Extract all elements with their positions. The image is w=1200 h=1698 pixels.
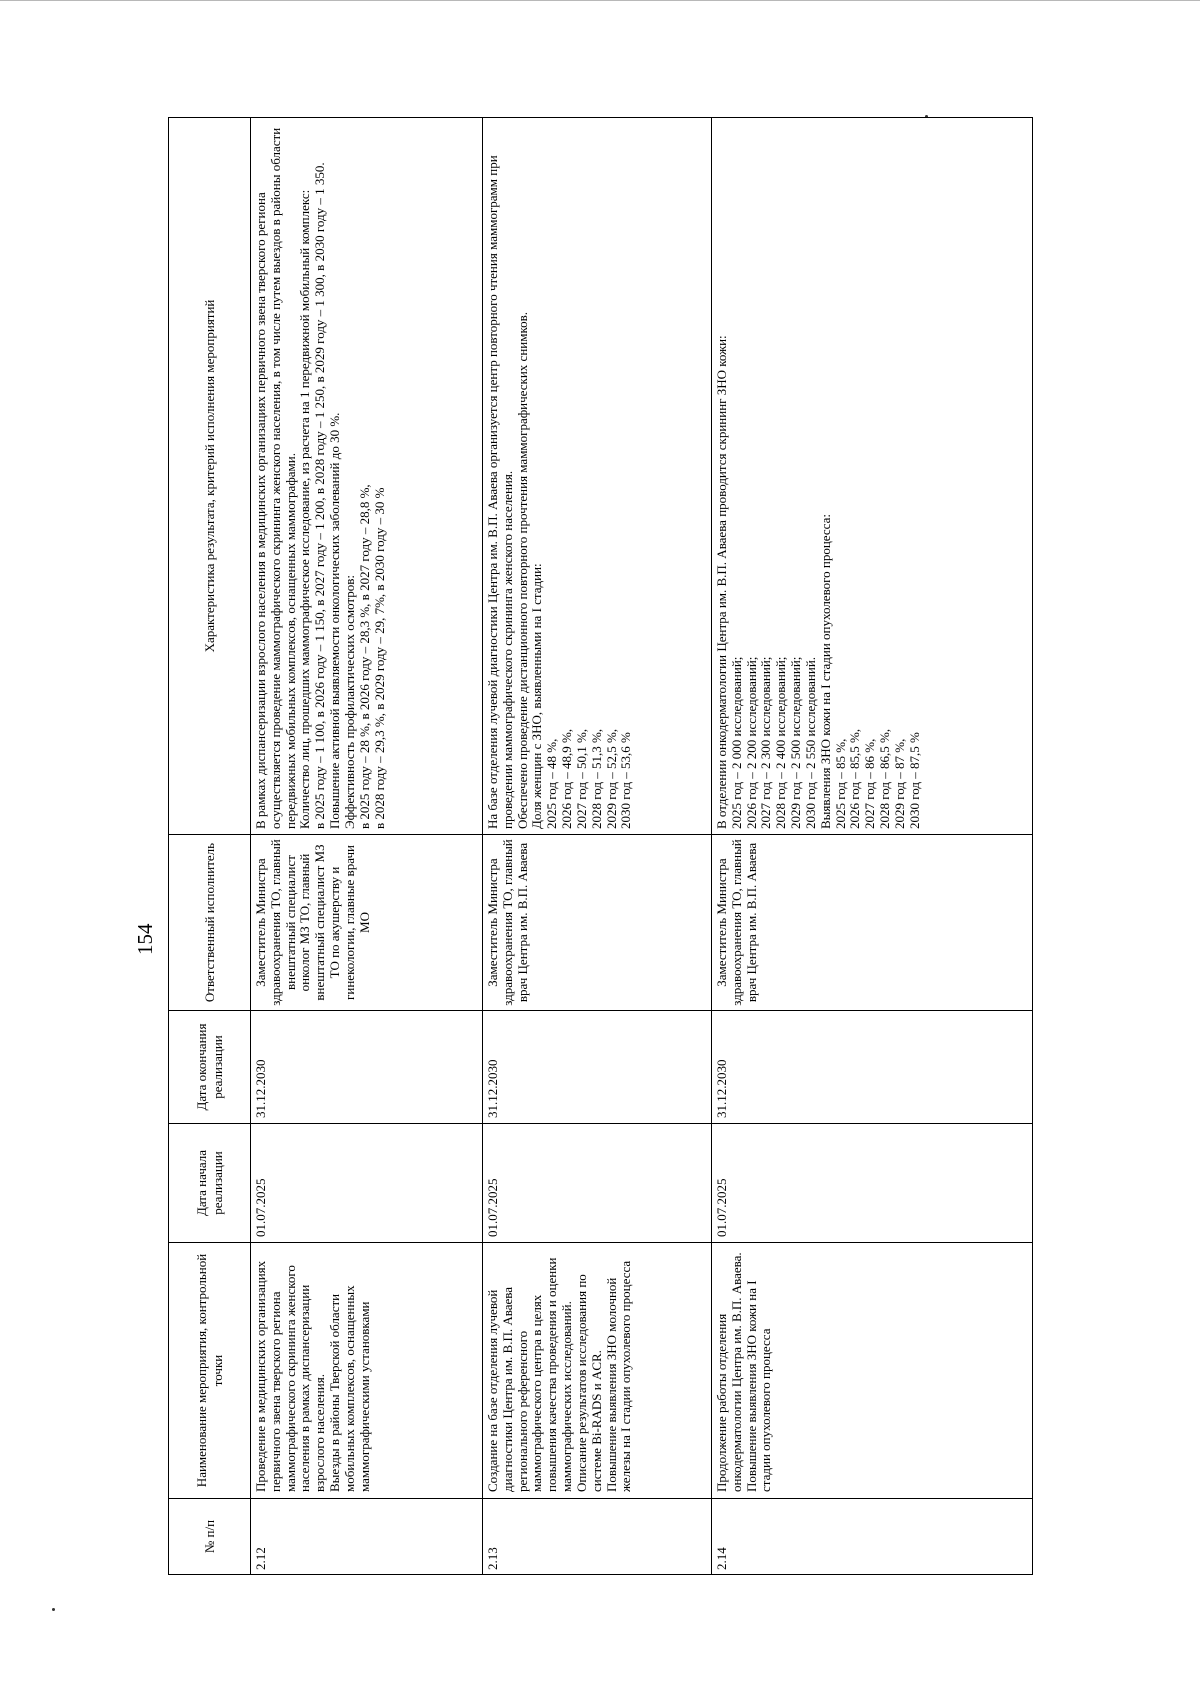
char-line: в 2025 году – 28 %, в 2026 году – 28,3 %, в 2027 году – 28,8 %, xyxy=(356,484,372,829)
char-line: 2029 год – 87 %, xyxy=(891,738,907,829)
measures-table xyxy=(168,117,1033,1575)
char-line: 2029 год – 52,5 %, xyxy=(603,728,619,829)
char-line: в 2025 году – 1 100, в 2026 году – 1 150, в 2027 году – 1 200, в 2028 году – 1 250, в 2029 году – 1 300, в 2030 году – 1 350. xyxy=(312,162,328,829)
row-name-line: Продолжение работы отделения онкодерматологии Центра им. В.П. Аваева. xyxy=(714,1252,744,1492)
row-name xyxy=(251,1243,483,1499)
char-line: 2027 год – 86 %, xyxy=(862,738,878,829)
header-characteristic: Характеристика результата, критерий исполнения мероприятий xyxy=(169,118,251,835)
header-end: Дата окончания реализации xyxy=(169,1011,251,1124)
char-line: 2026 год – 85,5 %, xyxy=(847,728,863,829)
char-line: Выявления ЗНО кожи на I стадии опухолевого процесса: xyxy=(817,514,833,829)
table-header-row xyxy=(169,118,251,1575)
scan-speck xyxy=(52,1608,55,1611)
char-line: 2027 год – 2 300 исследований; xyxy=(758,656,774,829)
char-line: В рамках диспансеризации взрослого населения в медицинских организациях первичного звена тверского региона осуществляется проведение маммографического скрининга женского населения, в том числе путем выездов в районы области передвижных мобильных комплексов, оснащенных маммографами. xyxy=(253,127,298,829)
char-line: 2028 год – 51,3 %, xyxy=(588,728,604,829)
row-name xyxy=(712,1243,1033,1499)
header-num: № п/п xyxy=(169,1499,251,1575)
row-characteristic xyxy=(483,118,712,835)
header-start: Дата начала реализации xyxy=(169,1124,251,1243)
char-line: 2030 год – 87,5 % xyxy=(906,732,922,829)
row-num: 2.14 xyxy=(712,1499,1033,1575)
row-responsible: Заместитель Министра здравоохранения ТО, главный врач Центра им. В.П. Аваева xyxy=(483,835,712,1011)
scan-edge xyxy=(0,0,1200,1)
row-name-line: Выезды в районы Тверской области мобильных комплексов, оснащенных маммографическими установками xyxy=(327,1285,372,1492)
row-start-date: 01.07.2025 xyxy=(712,1124,1033,1243)
row-responsible: Заместитель Министра здравоохранения ТО, главный врач Центра им. В.П. Аваева xyxy=(712,835,1033,1011)
table-row xyxy=(483,118,712,1575)
row-name-line: Описание результатов исследования по системе Bi-RADS и ACR. xyxy=(573,1274,604,1492)
table-row xyxy=(251,118,483,1575)
table-row xyxy=(712,118,1033,1575)
row-num: 2.12 xyxy=(251,1499,483,1575)
char-line: 2027 год – 50,1 %, xyxy=(573,728,589,829)
row-end-date: 31.12.2030 xyxy=(483,1011,712,1124)
row-characteristic xyxy=(712,118,1033,835)
char-line: Обеспечено проведение дистанционного повторного прочтения маммографических снимков. xyxy=(514,311,530,829)
row-start-date: 01.07.2025 xyxy=(483,1124,712,1243)
measures-table-rotated xyxy=(168,118,1033,1575)
char-line: 2030 год – 2 550 исследований. xyxy=(802,656,818,829)
char-line: 2025 год – 85 %, xyxy=(832,738,848,829)
row-name xyxy=(483,1243,712,1499)
char-line: 2025 год – 2 000 исследований; xyxy=(728,656,744,829)
char-line: Доля женщин с ЗНО, выявленными на I стадии: xyxy=(529,563,545,829)
char-line: 2028 год – 86,5 %, xyxy=(876,728,892,829)
page-number: 154 xyxy=(133,923,157,955)
char-line: 2028 год – 2 400 исследований; xyxy=(773,656,789,829)
char-line: в 2028 году – 29,3 %, в 2029 году – 29, 7%, в 2030 году – 30 % xyxy=(371,487,387,829)
row-name-line: Создание на базе отделения лучевой диагностики Центра им. В.П. Аваева регионального референсного маммографического центра в целях повышения качества проведения и оценки маммографических исследований. xyxy=(485,1257,575,1492)
row-end-date: 31.12.2030 xyxy=(251,1011,483,1124)
char-line: 2025 год – 48 %, xyxy=(544,738,560,829)
row-end-date: 31.12.2030 xyxy=(712,1011,1033,1124)
row-responsible: Заместитель Министра здравоохранения ТО, главный внештатный специалист онколог МЗ ТО, главный внештатный специалист МЗ ТО по акушерству и гинекологии, главные врачи МО xyxy=(251,835,483,1011)
char-line: Количество лиц, прошедших маммографическое исследование, из расчета на 1 передвижной мобильный комплекс: xyxy=(297,189,313,829)
char-line: 2029 год – 2 500 исследований; xyxy=(788,656,804,829)
row-start-date: 01.07.2025 xyxy=(251,1124,483,1243)
header-name: Наименование мероприятия, контрольной точки xyxy=(169,1243,251,1499)
char-line: Эффективность профилактических осмотров: xyxy=(341,575,357,829)
char-line: Повышение активной выявляемости онкологических заболеваний до 30 %. xyxy=(327,412,343,829)
char-line: 2030 год – 53,6 % xyxy=(618,732,634,829)
row-name-line: Повышение выявления ЗНО кожи на I стадии опухолевого процесса xyxy=(743,1280,774,1492)
char-line: В отделении онкодерматологии Центра им. В.П. Аваева проводится скрининг ЗНО кожи: xyxy=(714,335,729,829)
char-line: На базе отделения лучевой диагностики Центра им. В.П. Аваева организуется центр повторного чтения маммограмм при проведении маммографического скрининга женского населения. xyxy=(485,155,515,829)
row-name-line: Проведение в медицинских организациях первичного звена тверского региона маммографического скрининга женского населения в рамках диспансеризации взрослого населения. xyxy=(253,1260,328,1492)
row-num: 2.13 xyxy=(483,1499,712,1575)
char-line: 2026 год – 2 200 исследований; xyxy=(743,656,759,829)
row-characteristic xyxy=(251,118,483,835)
header-responsible: Ответственный исполнитель xyxy=(169,835,251,1011)
char-line: 2026 год – 48,9 %, xyxy=(559,728,575,829)
row-name-line: Повышение выявления ЗНО молочной железы на I стадии опухолевого процесса xyxy=(603,1260,634,1492)
